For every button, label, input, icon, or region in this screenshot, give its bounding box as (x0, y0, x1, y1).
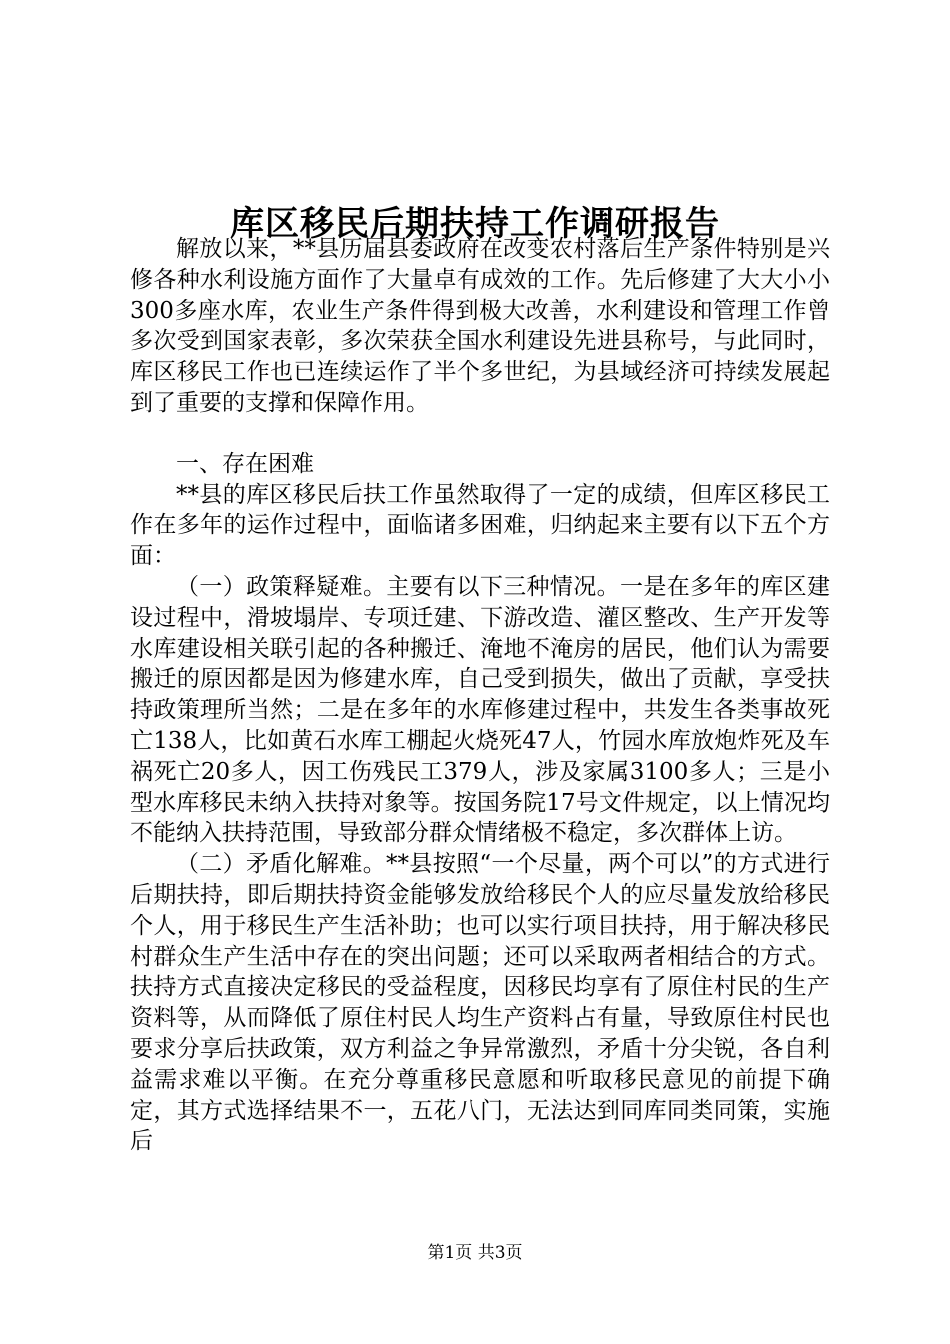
document-title: 库区移民后期扶持工作调研报告 (230, 203, 720, 244)
page-footer: 第1页 共3页 (427, 1243, 523, 1263)
document-body (130, 234, 830, 1157)
paragraph-difficulties-summary: **县的库区移民后扶工作虽然取得了一定的成绩，但库区移民工作在多年的运作过程中，面临诸多困难，归纳起来主要有以下五个方面： (130, 481, 830, 570)
paragraph-conflict-resolution: （二）矛盾化解难。**县按照“一个尽量，两个可以”的方式进行后期扶持，即后期扶持资金能够发放给移民个人的应尽量发放给移民个人，用于移民生产生活补助；也可以实行项目扶持，用于解决移民村群众生产生活中存在的突出问题；还可以采取两者相结合的方式。扶持方式直接决定移民的受益程度，因移民均享有了原住村民的生产资料等，从而降低了原住村民人均生产资料占有量，导致原住村民也要求分享后扶政策，双方利益之争异常激烈，矛盾十分尖锐，各自利益需求难以平衡。在充分尊重移民意愿和听取移民意见的前提下确定，其方式选择结果不一，五花八门，无法达到同库同类同策，实施后 (130, 851, 830, 1155)
paragraph-intro: 解放以来，**县历届县委政府在改变农村落后生产条件特别是兴修各种水利设施方面作了大量卓有成效的工作。先后修建了大大小小300多座水库，农业生产条件得到极大改善，水利建设和管理工作曾多次受到国家表彰，多次荣获全国水利建设先进县称号，与此同时，库区移民工作也已连续运作了半个多世纪，为县域经济可持续发展起到了重要的支撑和保障作用。 (130, 236, 830, 416)
section-heading-difficulties: 一、存在困难 (176, 450, 314, 477)
paragraph-policy-explanation: （一）政策释疑难。主要有以下三种情况。一是在多年的库区建设过程中，滑坡塌岸、专项迁建、下游改造、灌区整改、生产开发等水库建设相关联引起的各种搬迁、淹地不淹房的居民，他们认为需要搬迁的原因都是因为修建水库，自己受到损失，做出了贡献，享受扶持政策理所当然；二是在多年的水库修建过程中，共发生各类事故死亡138人，比如黄石水库工棚起火烧死47人，竹园水库放炮炸死及车祸死亡20多人，因工伤残民工379人，涉及家属3100多人；三是小型水库移民未纳入扶持对象等。按国务院17号文件规定，以上情况均不能纳入扶持范围，导致部分群众情绪极不稳定，多次群体上访。 (130, 573, 830, 847)
